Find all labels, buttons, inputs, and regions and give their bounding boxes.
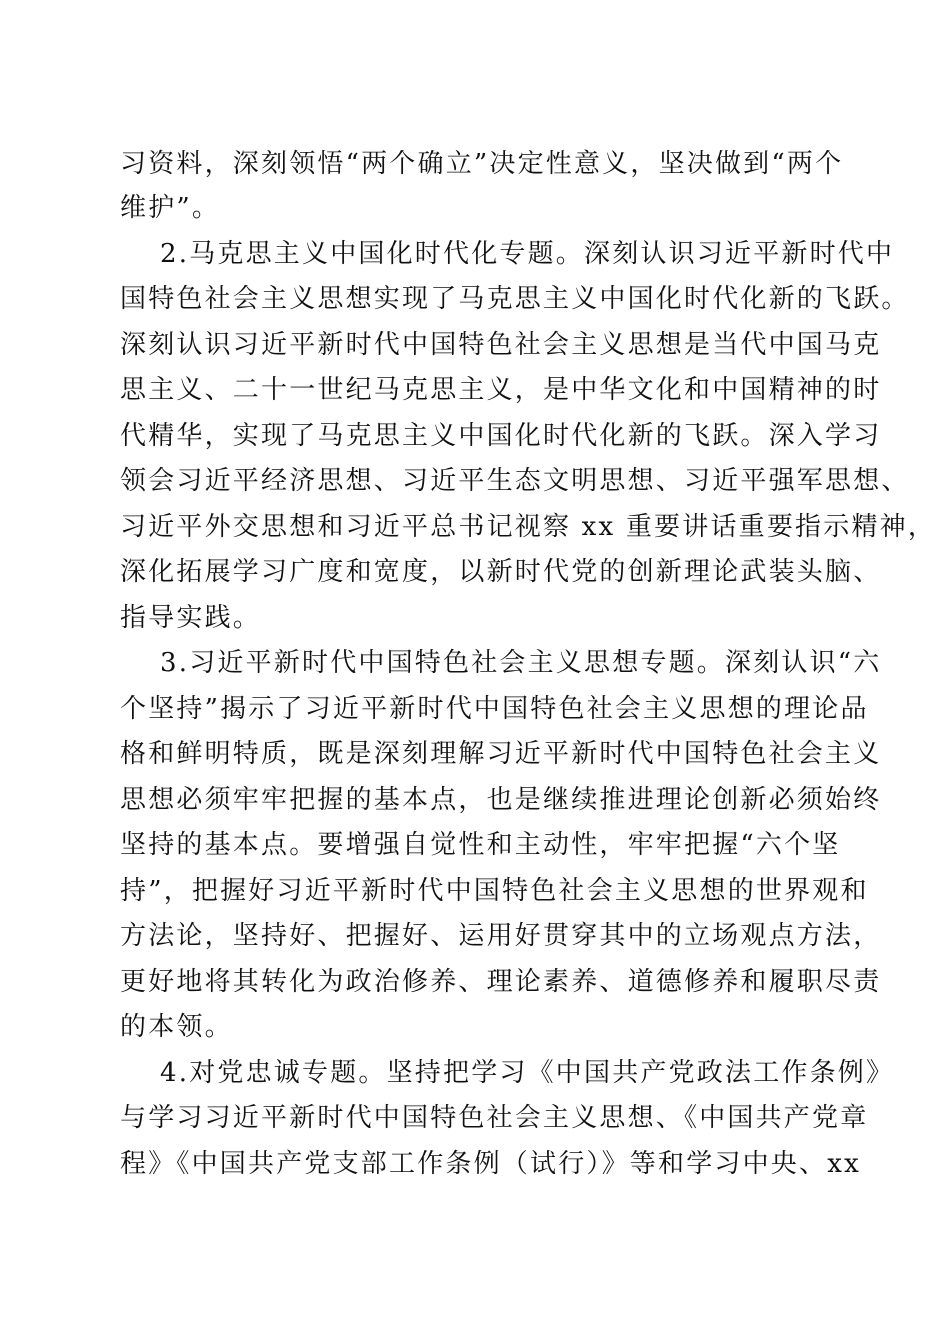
text-line: 思主义、二十一世纪马克思主义，是中华文化和中国精神的时 [120,375,882,405]
section-heading-line: 3.习近平新时代中国特色社会主义思想专题。深刻认识“六 [160,648,882,678]
text-line: 坚持的基本点。要增强自觉性和主动性，牢牢把握“六个坚 [120,830,841,860]
text-line: 持”，把握好习近平新时代中国特色社会主义思想的世界观和 [120,876,869,906]
text-line: 思想必须牢牢把握的基本点，也是继续推进理论创新必须始终 [120,785,882,815]
text-line: 习近平外交思想和习近平总书记视察 xx 重要讲话重要指示精神， [120,512,937,542]
text-line: 与学习习近平新时代中国特色社会主义思想、《中国共产党章 [120,1103,869,1133]
section-heading-line: 2.马克思主义中国化时代化专题。深刻认识习近平新时代中 [160,239,895,269]
text-line: 程》《中国共产党支部工作条例（试行）》等和学习中央、xx [120,1149,861,1179]
text-line: 更好地将其转化为政治修养、理论素养、道德修养和履职尽责 [120,967,882,997]
text-line: 指导实践。 [120,603,262,633]
text-line: 深化拓展学习广度和宽度，以新时代党的创新理论武装头脑、 [120,557,882,587]
text-line: 个坚持”揭示了习近平新时代中国特色社会主义思想的理论品 [120,694,869,724]
text-line: 的本领。 [120,1012,233,1042]
text-line: 国特色社会主义思想实现了马克思主义中国化时代化新的飞跃。 [120,284,910,314]
text-line: 领会习近平经济思想、习近平生态文明思想、习近平强军思想、 [120,466,910,496]
text-line: 维护”。 [120,193,221,223]
text-line: 代精华，实现了马克思主义中国化时代化新的飞跃。深入学习 [120,421,882,451]
text-line: 格和鲜明特质，既是深刻理解习近平新时代中国特色社会主义 [120,739,882,769]
text-line: 习资料，深刻领悟“两个确立”决定性意义，坚决做到“两个 [120,149,844,179]
text-line: 深刻认识习近平新时代中国特色社会主义思想是当代中国马克 [120,330,882,360]
text-line: 方法论，坚持好、把握好、运用好贯穿其中的立场观点方法， [120,921,882,951]
section-heading-line: 4.对党忠诚专题。坚持把学习《中国共产党政法工作条例》 [160,1058,895,1088]
